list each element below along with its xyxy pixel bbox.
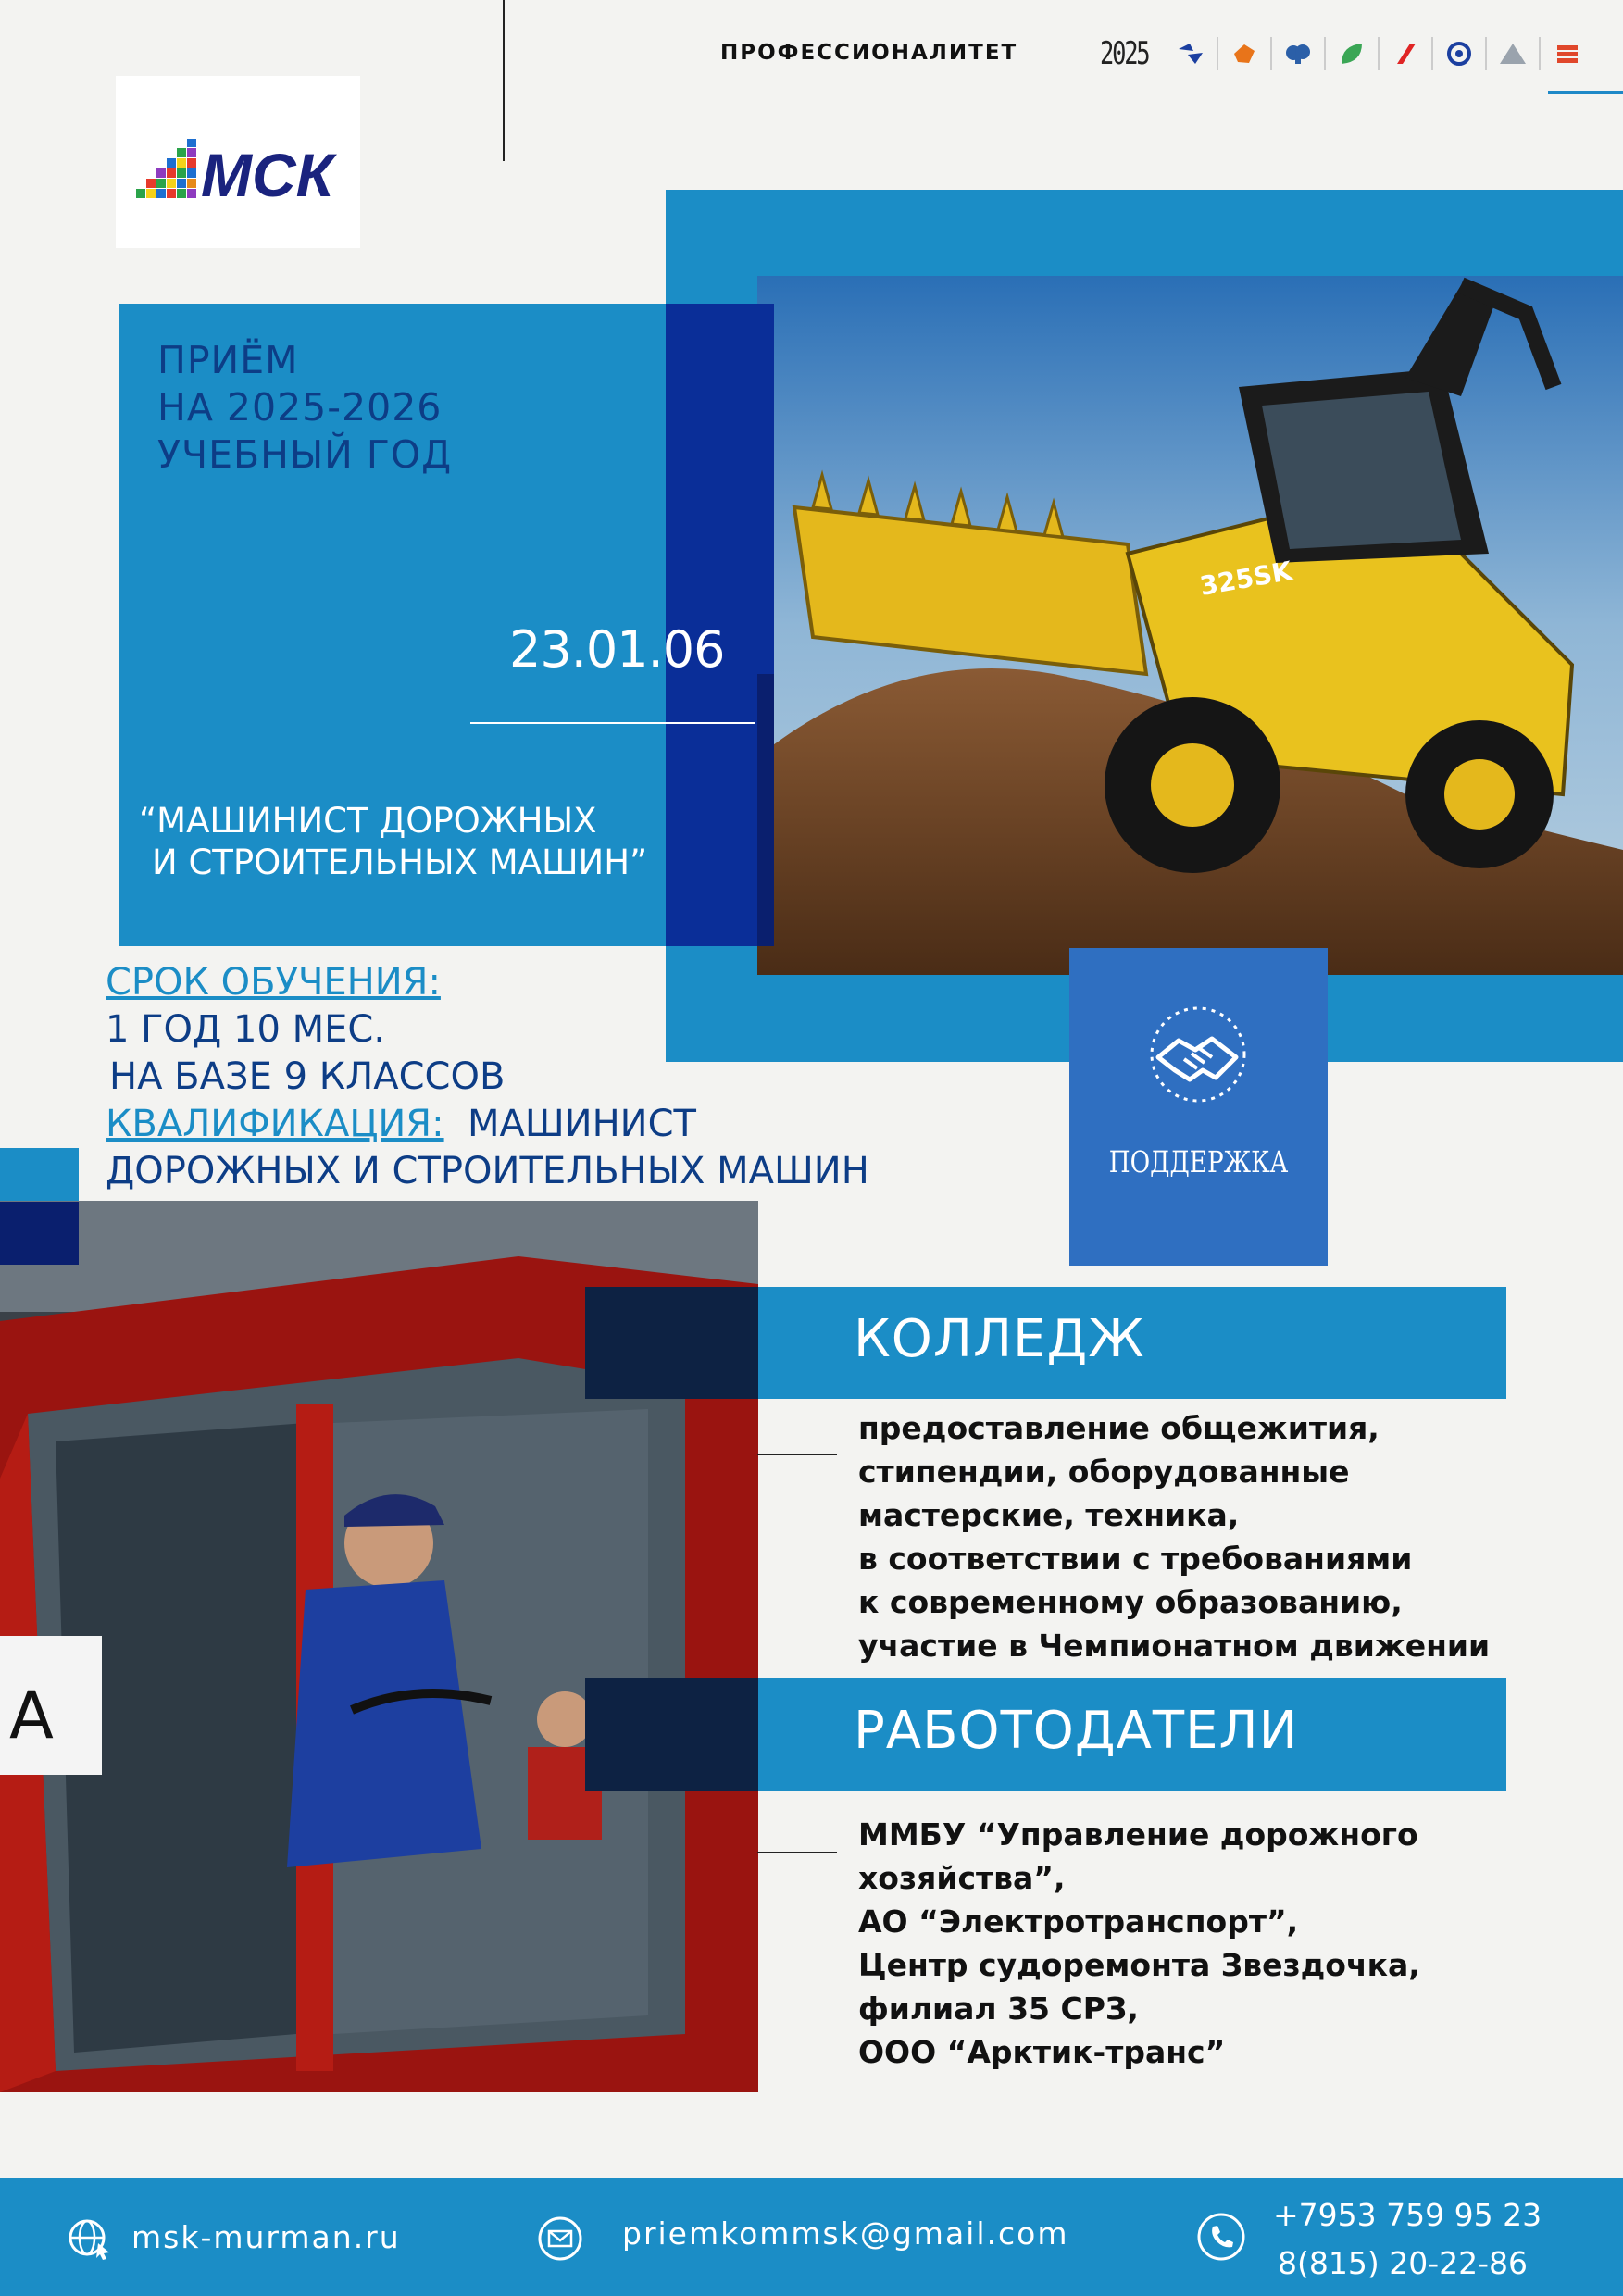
top-accent-line <box>1548 91 1623 94</box>
college-logo <box>116 76 360 248</box>
employer-line-5: филиал 35 СРЗ, <box>858 1990 1139 2027</box>
logo-mosaic <box>136 139 196 198</box>
brick-icon <box>1541 37 1594 70</box>
navy-accent-square <box>0 1202 79 1265</box>
qualification-label: КВАЛИФИКАЦИЯ: <box>106 1103 444 1145</box>
admission-line-3: УЧЕБНЫЙ ГОД <box>157 432 453 477</box>
website-link[interactable]: msk-murman.ru <box>131 2219 401 2255</box>
college-line-1: предоставление общежития, <box>858 1410 1380 1446</box>
duration-value: 1 ГОД 10 МЕС. <box>106 1008 386 1051</box>
email-link[interactable]: priemkommsk@gmail.com <box>622 2215 1069 2252</box>
employer-line-6: ООО “Арктик-транс” <box>858 2034 1226 2070</box>
employers-connector <box>757 1852 837 1853</box>
employers-band-overlay <box>585 1678 758 1791</box>
college-benefits <box>858 1406 1490 1667</box>
excavator-photo <box>757 276 1623 975</box>
employer-line-2: хозяйства”, <box>858 1860 1066 1896</box>
logo-text: МСК <box>201 141 334 209</box>
college-band <box>585 1287 1506 1399</box>
specialty-name-line-1: “МАШИНИСТ ДОРОЖНЫХ <box>139 801 597 841</box>
employer-line-1: ММБУ “Управление дорожного <box>858 1816 1418 1853</box>
phone-landline[interactable]: 8(815) 20-22-86 <box>1278 2245 1529 2281</box>
code-underline <box>470 722 755 724</box>
study-info <box>106 959 869 1195</box>
employers-band <box>585 1678 1506 1791</box>
college-line-3: мастерские, техника, <box>858 1497 1240 1533</box>
specialty-name <box>139 800 647 883</box>
top-divider <box>503 0 505 161</box>
email-icon <box>537 2215 583 2262</box>
admission-heading <box>157 337 452 479</box>
support-card <box>1069 948 1328 1266</box>
support-label: ПОДДЕРЖКА <box>1108 1144 1289 1179</box>
program-icons <box>1165 37 1594 70</box>
mechanics-icon <box>1165 37 1218 70</box>
admission-line-1: ПРИЁМ <box>157 338 299 382</box>
qualification-value-1: МАШИНИСТ <box>468 1103 696 1145</box>
target-icon <box>1433 37 1487 70</box>
specialty-name-line-2: И СТРОИТЕЛЬНЫХ МАШИН” <box>152 842 648 882</box>
brain-icon <box>1272 37 1326 70</box>
college-line-6: участие в Чемпионатном движении <box>858 1628 1491 1664</box>
employers-list <box>858 1813 1420 2074</box>
specialty-code: 23.01.06 <box>509 620 725 679</box>
employer-line-3: АО “Электротранспорт”, <box>858 1903 1299 1940</box>
flash-icon <box>1380 37 1433 70</box>
globe-icon <box>65 2215 113 2260</box>
admission-line-2: НА 2025-2026 <box>157 385 443 430</box>
admission-base: НА БАЗЕ 9 КЛАССОВ <box>109 1055 506 1098</box>
qualification-value-2: ДОРОЖНЫХ И СТРОИТЕЛЬНЫХ МАШИН <box>106 1150 869 1192</box>
college-title: КОЛЛЕДЖ <box>854 1309 1145 1369</box>
shield-icon <box>1218 37 1272 70</box>
college-line-5: к современному образованию, <box>858 1584 1403 1620</box>
college-band-overlay <box>585 1287 758 1399</box>
leaf-icon <box>1326 37 1380 70</box>
program-year: 2025 <box>1100 35 1149 72</box>
employers-title: РАБОТОДАТЕЛИ <box>854 1701 1299 1761</box>
college-connector <box>757 1454 837 1455</box>
svg-text:A: A <box>9 1678 54 1753</box>
program-title: ПРОФЕССИОНАЛИТЕТ <box>720 41 1018 65</box>
dark-accent-bar <box>757 674 774 946</box>
employer-line-4: Центр судоремонта Звездочка, <box>858 1947 1420 1983</box>
mountain-icon <box>1487 37 1541 70</box>
phone-mobile[interactable]: +7953 759 95 23 <box>1273 2197 1542 2233</box>
college-line-2: стипендии, оборудованные <box>858 1454 1350 1490</box>
phone-icon <box>1196 2212 1246 2262</box>
duration-label: СРОК ОБУЧЕНИЯ: <box>106 961 441 1004</box>
college-line-4: в соответствии с требованиями <box>858 1541 1413 1577</box>
handshake-icon <box>1138 1004 1258 1105</box>
contact-footer <box>0 2178 1623 2296</box>
svg-text:325SK: 325SK <box>1197 555 1295 602</box>
